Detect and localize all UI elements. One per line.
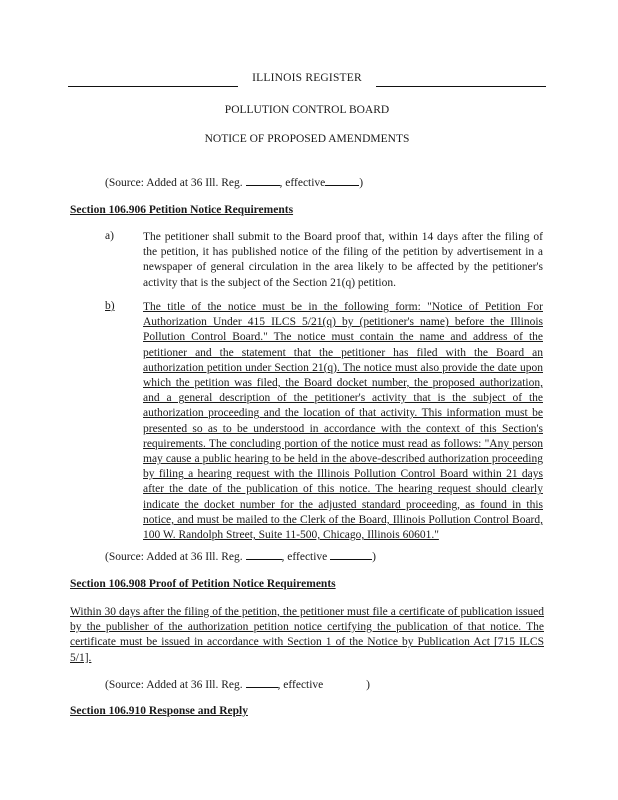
source-prefix: (Source: Added at 36 Ill. Reg.: [105, 679, 246, 691]
subsection-a-label: a): [105, 230, 114, 242]
section-106-906-heading: Section 106.906 Petition Notice Requirements: [70, 204, 294, 216]
blank-effective: [326, 677, 366, 688]
source-suffix: ): [372, 551, 377, 563]
header-rule-left: [68, 86, 238, 87]
subsection-a-text: The petitioner shall submit to the Board proof that, within 14 days after the filing of the petition, it has published notice of the filing of the petition by advertisement in a newspaper of general circulation in the area likely to be affected by the petitioner's activity that is the subject of the Section 21(q) petition.: [143, 231, 543, 289]
source-mid: , effective: [281, 551, 331, 563]
source-mid: , effective: [277, 679, 327, 691]
source-prefix: (Source: Added at 36 Ill. Reg.: [105, 551, 246, 563]
blank-effective: [330, 549, 372, 560]
subsection-b-label: b): [105, 300, 115, 312]
source-suffix: ): [359, 177, 364, 189]
blank-reg: [246, 175, 280, 186]
section-106-910-heading: Section 106.910 Response and Reply: [70, 705, 248, 717]
section-106-908-text: Within 30 days after the filing of the petition, the petitioner must file a certificate of publication issued by the publisher of the authorization petition notice certifying the publication of that notice. The certificate must be issued in accordance with Section 1 of the Notice by Publication Act [715 ILCS 5/1].: [70, 606, 544, 664]
board-title: POLLUTION CONTROL BOARD: [224, 104, 390, 116]
source-mid: , effective: [279, 177, 326, 189]
register-title: ILLINOIS REGISTER: [252, 72, 362, 84]
header-rule-right: [376, 86, 546, 87]
blank-reg: [246, 677, 278, 688]
blank-effective: [325, 175, 359, 186]
subsection-b-text: The title of the notice must be in the following form: "Notice of Petition For Authorization Under 415 ILCS 5/21(q) by (petitioner's name) before the Illinois Pollution Control Board." The notice must contain the name and address of the petitioner and the statement that the petitioner has filed with the Board an authorization petition under Section 21(q). The notice must also provide the date upon which the petition was filed, the Board docket number, the proposed authorization, and a general description of the petitioner's activity that is the subject of the authorization proceeding and the location of that activity. This information must be presented so as to be understood in accordance with the context of this Section's requirements. The concluding portion of the notice must read as follows: "Any person may cause a public hearing to be held in the above-described authorization proceeding by filing a hearing request with the Illinois Pollution Control Board within 21 days after the date of the publication of this notice. The hearing request should clearly indicate the docket number for the adjusted standard proceeding, as found in this notice, and must be mailed to the Clerk of the Board, Illinois Pollution Control Board, 100 W. Randolph Street, Suite 11-500, Chicago, Illinois 60601.": [143, 301, 543, 542]
source-prefix: (Source: Added at 36 Ill. Reg.: [105, 177, 246, 189]
blank-reg: [246, 549, 282, 560]
section-106-908-heading: Section 106.908 Proof of Petition Notice Requirements: [70, 578, 336, 590]
source-note-2: [105, 549, 376, 563]
register-header: [68, 72, 546, 88]
source-note-3: [105, 677, 370, 691]
source-note-1: [105, 175, 363, 189]
notice-title: NOTICE OF PROPOSED AMENDMENTS: [204, 133, 410, 145]
source-suffix: ): [366, 679, 371, 691]
